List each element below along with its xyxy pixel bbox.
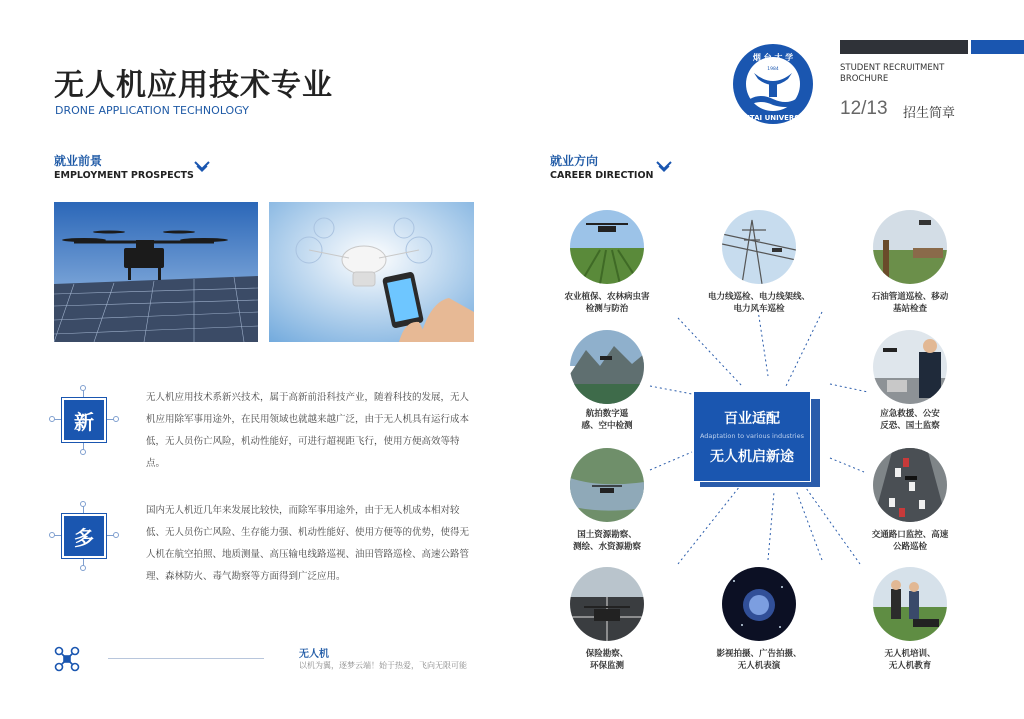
page-number: 12/13 <box>840 98 888 119</box>
center-card-subtitle: Adaptation to various industries <box>699 432 805 440</box>
drone-phone-photo <box>269 202 474 342</box>
drone-icon <box>54 646 80 672</box>
drone-solar-photo <box>54 202 258 342</box>
footer-slogan: 以机为翼，逐梦云端！始于热爱，飞向无限可能 <box>299 661 467 670</box>
brochure-label: STUDENT RECRUITMENT BROCHURE <box>840 63 945 84</box>
career-photo-power-line <box>722 210 796 284</box>
employment-heading: 就业前景 <box>54 154 103 168</box>
career-photo-training <box>873 567 947 641</box>
career-photo-aerial-survey <box>570 330 644 404</box>
chevron-down-icon <box>656 160 672 174</box>
employment-paragraph-1: 无人机应用技术系新兴技术，属于高新前沿科技产业，随着科技的发展，无人机应用除军事用途外，在民用领域也就越来越广泛，由于无人机具有运行成本低，无人员伤亡风险，机动性能好，可进行超视距飞行，使用方便高效等特点。 <box>146 392 470 469</box>
svg-text:烟 台 大 学: 烟 台 大 学 <box>752 53 794 62</box>
career-label-aerial-survey: 航拍数字遥 感、空中检测 <box>581 409 633 431</box>
career-label-pipeline: 石油管道巡检、移动 基站检查 <box>871 292 949 314</box>
badge-many-label: 多 <box>62 514 106 558</box>
center-card-title: 百业适配 <box>724 411 780 427</box>
career-photo-land-survey <box>570 448 644 522</box>
footer-title: 无人机 <box>299 649 329 660</box>
header-blue-bar <box>971 40 1024 54</box>
career-heading: 就业方向 <box>550 154 599 168</box>
badge-many <box>56 508 112 564</box>
career-photo-insurance <box>570 567 644 641</box>
career-photo-agriculture <box>570 210 644 284</box>
career-label-land-survey: 国土资源勘察、 测绘、水资源勘察 <box>572 530 641 552</box>
career-label-film: 影视拍摄、广告拍摄、 无人机表演 <box>716 649 802 671</box>
career-label-traffic: 交通路口监控、高速 公路巡检 <box>871 530 949 552</box>
center-card <box>693 391 811 482</box>
footer-divider <box>108 658 264 659</box>
employment-heading-en: EMPLOYMENT PROSPECTS <box>54 170 194 181</box>
badge-new <box>56 392 112 448</box>
career-label-training: 无人机培训、 无人机教育 <box>884 649 936 671</box>
career-photo-rescue <box>873 330 947 404</box>
employment-paragraph-2: 国内无人机近几年来发展比较快，而除军事用途外，由于无人机成本相对较低、无人员伤亡风险、生存能力强、机动性能好、使用方便等的优势，使得无人机在航空拍照、地质测量、高压输电线路巡视、油田管路巡检、高速公路管理、森林防火、毒气勘察等方面得到广泛应用。 <box>146 505 470 582</box>
career-heading-en: CAREER DIRECTION <box>550 170 654 181</box>
page-title: 无人机应用技术专业 <box>54 68 333 103</box>
career-photo-traffic <box>873 448 947 522</box>
career-label-insurance: 保险勘察、 环保监测 <box>585 649 629 671</box>
career-photo-film <box>722 567 796 641</box>
career-label-power-line: 电力线巡检、电力线架线、 电力风车巡检 <box>707 292 810 314</box>
career-photo-pipeline <box>873 210 947 284</box>
svg-text:YANTAI UNIVERSITY: YANTAI UNIVERSITY <box>734 114 812 122</box>
chevron-down-icon <box>194 160 210 174</box>
svg-text:1984: 1984 <box>767 67 779 72</box>
university-logo <box>732 43 814 125</box>
career-label-agriculture: 农业植保、农林病虫害 检测与防治 <box>564 292 650 314</box>
career-label-rescue: 应急救援、公安 反恐、国土监察 <box>880 409 940 431</box>
brochure-label-cn: 招生简章 <box>903 106 956 121</box>
header-dark-bar <box>840 40 968 54</box>
center-card-slogan: 无人机启新途 <box>710 449 794 465</box>
page-subtitle: DRONE APPLICATION TECHNOLOGY <box>55 104 249 117</box>
badge-new-label: 新 <box>62 398 106 442</box>
